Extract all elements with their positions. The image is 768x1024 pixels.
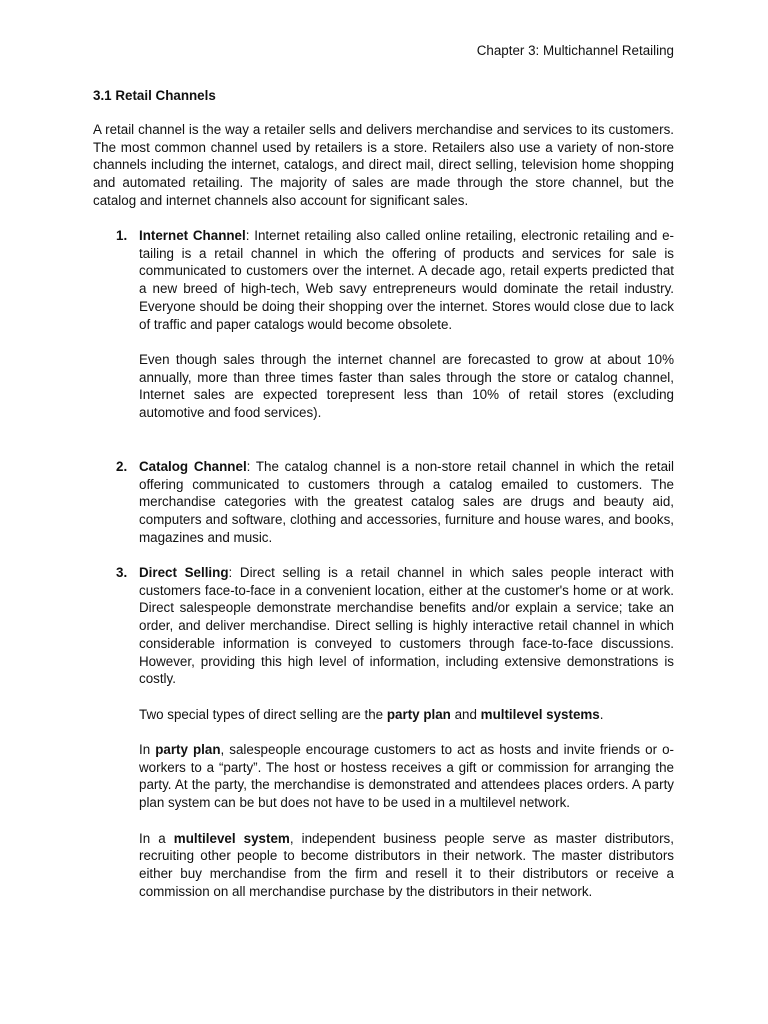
types-prefix: Two special types of direct selling are the (139, 706, 387, 722)
term-party-plan-definition: party plan (155, 742, 221, 757)
chapter-header: Chapter 3: Multichannel Retailing (476, 43, 674, 58)
internet-channel-text: : Internet retailing also called online retailing, electronic retailing and e-tailing is a retail channel in which the offering of products and services for sale is communicated to customers over the internet. A decade ago, retail experts predicted that a new breed of high-tech, Web savy entrepreneurs would dominate the retail industry. Everyone should be doing their shopping over the internet. Stores would close due to lack of traffic and paper catalogs would become obsolete. (139, 228, 674, 332)
multilevel-system-text: , independent business people serve as master distributors, recruiting other people to become distributors in their network. The master distributors either buy merchandise from the firm and resell it to their distributors or receive a commission on all merchandise purchase by the distributors in their network. (139, 830, 674, 899)
catalog-channel-paragraph (139, 458, 674, 547)
internet-channel-paragraph (139, 227, 674, 333)
term-multilevel-systems: multilevel systems (480, 706, 600, 722)
term-catalog-channel: Catalog Channel (139, 459, 247, 474)
term-multilevel-system: multilevel system (173, 830, 290, 846)
types-suffix: . (599, 706, 604, 722)
section-heading: 3.1 Retail Channels (93, 88, 216, 103)
types-and: and (450, 706, 481, 722)
list-item-internet-channel (93, 227, 674, 422)
multilevel-system-paragraph (139, 830, 674, 901)
term-direct-selling: Direct Selling (139, 565, 229, 580)
term-internet-channel: Internet Channel (139, 228, 246, 243)
direct-selling-text: : Direct selling is a retail channel in which sales people interact with customers face-to-face in a convenient location, either at the customer's home or at work. Direct salespeople demonstrate merchandise benefits and/or explain a service; take an order, and deliver merchandise. Direct selling is highly interactive retail channel in which considerable information is conveyed to customers through face-to-face discussions. However, providing this high level of information, including extensive demonstrations is costly. (139, 565, 674, 687)
list-item-catalog-channel (93, 458, 674, 547)
direct-selling-paragraph (139, 564, 674, 688)
list-item-body (139, 564, 674, 900)
list-item-body (139, 458, 674, 547)
list-number: 1. (116, 228, 128, 243)
catalog-channel-text: : The catalog channel is a non-store retail channel in which the retail offering communicated to customers through a catalog emailed to customers. The merchandise categories with the greatest catalog sales are drugs and beauty aid, computers and software, clothing and accessories, furniture and house wares, and books, magazines and music. (139, 459, 674, 545)
list-item-direct-selling (93, 564, 674, 900)
internet-sales-paragraph: Even though sales through the internet channel are forecasted to grow at about 10% annually, more than three times faster than sales through the store or catalog channel, Internet sales are expected torepresent less than 10% of retail stores (excluding automotive and food services). (139, 351, 674, 421)
party-plan-text: , salespeople encourage customers to act as hosts and invite friends or o-workers to a “party”. The host or hostess receives a gift or commission for arranging the party. At the party, the merchandise is demonstrated and attendees places orders. A party plan system can be but does not have to be used in a multilevel network. (139, 742, 675, 811)
list-item-body (139, 227, 674, 422)
party-plan-paragraph (139, 741, 674, 812)
direct-selling-types-paragraph (139, 706, 674, 724)
list-number: 2. (116, 459, 128, 474)
term-party-plan: party plan (386, 706, 451, 722)
party-prefix: In (139, 742, 156, 757)
list-number: 3. (116, 565, 128, 580)
intro-paragraph: A retail channel is the way a retailer sells and delivers merchandise and services to its customers. The most common channel used by retailers is a store. Retailers also use a variety of non-store channels including the internet, catalogs, and direct mail, direct selling, television home shopping and automated retailing. The majority of sales are made through the store channel, but the catalog and internet channels also account for significant sales. (93, 122, 674, 208)
multilevel-prefix: In a (139, 830, 174, 846)
